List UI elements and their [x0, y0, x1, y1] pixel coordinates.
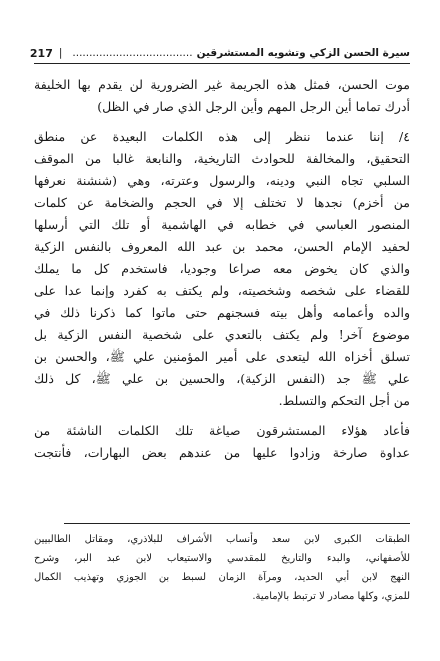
text-line: فأعاد هؤلاء المستشرقون صياغة تلك الكلمات الناشئة من: [34, 423, 410, 438]
paragraph-3: [34, 420, 410, 464]
page-number: 217: [29, 46, 53, 60]
running-header: [29, 44, 410, 62]
header-rule: [34, 63, 410, 64]
text-line: موضوع آخر! ولم يكتف بالتعدي على شخصية النفس الزكية بل: [34, 327, 410, 342]
header-separator: |: [58, 47, 63, 59]
header-dot-leader: ....................................: [72, 47, 193, 59]
text-line: والذي كان يخوض معه صراعا وجوديا، فاستخدم كل ما يملك: [34, 261, 410, 276]
running-title: سيرة الحسن الزكي وتشويه المستشرقين: [196, 47, 410, 59]
footnote-line: الطبقات الكبرى لابن سعد وأنساب الأشراف للبلاذري، ومقاتل الطالبيين: [34, 534, 410, 545]
paragraph-2: [34, 126, 410, 412]
text-line: المنصور العباسي في خطابه في الهاشمية أو تلك التي أرسلها: [34, 217, 410, 232]
text-line: موت الحسن، فمثل هذه الجريمة غير الضرورية لن يقدم بها الخليفة: [34, 77, 410, 92]
paragraph-1: [34, 74, 410, 118]
text-line: عداوة صارخة وزادوا عليها من عندهم بعض البهارات، فأنتجت: [34, 445, 410, 460]
text-line: أدرك تماما أين الرجل المهم وأين الرجل الذي صار في الظل): [97, 99, 410, 114]
text-line: من أجل التحكم والتسلط.: [278, 393, 410, 408]
text-line: لحفيد الإمام الحسن، محمد بن عبد الله المعروف بالنفس الزكية: [34, 239, 410, 254]
text-line: ٤/ إننا عندما ننظر إلى هذه الكلمات البعيدة عن منطق: [34, 129, 410, 144]
footnote-rule: [64, 523, 410, 524]
footnote-line: للأصفهاني، والبدء والتاريخ للمقدسي والاستيعاب لابن عبد البر، وشرح: [34, 553, 410, 564]
text-line: علي ﷺ جد (النفس الزكية)، والحسين بن علي ﷺ، كل ذلك: [34, 371, 410, 386]
text-line: والده وأعمامه وأهل بيته فسجنهم حتى ماتوا كما ذكرنا ذلك في: [34, 305, 410, 320]
main-text: [34, 74, 410, 464]
text-line: التحقيق، والمخالفة للحوادث التاريخية، والنابعة غالبا من الموقف: [34, 151, 410, 166]
footnote-line: للمزي، وكلها مصادر لا ترتبط بالإمامية.: [252, 591, 410, 602]
text-line: من أخزم) نجدها لا تختلف إلا في الحجم والضخامة عن كلمات: [34, 195, 410, 210]
text-line: تسلق أخزاه الله ليتعدى على أمير المؤمنين علي ﷺ، والحسن بن: [34, 349, 410, 364]
footnote: [34, 530, 410, 606]
text-line: للقضاء على شخصه وشخصيته، ولم يكتف به كفرد وإنما عدا على: [34, 283, 410, 298]
footnote-line: النهج لابن أبي الحديد، ومرآة الزمان لسبط بن الجوزي وتهذيب الكمال: [34, 572, 410, 583]
text-line: السلبي تجاه النبي ودينه، والرسول وعترته، وهي (شنشنة نعرفها: [34, 173, 410, 188]
